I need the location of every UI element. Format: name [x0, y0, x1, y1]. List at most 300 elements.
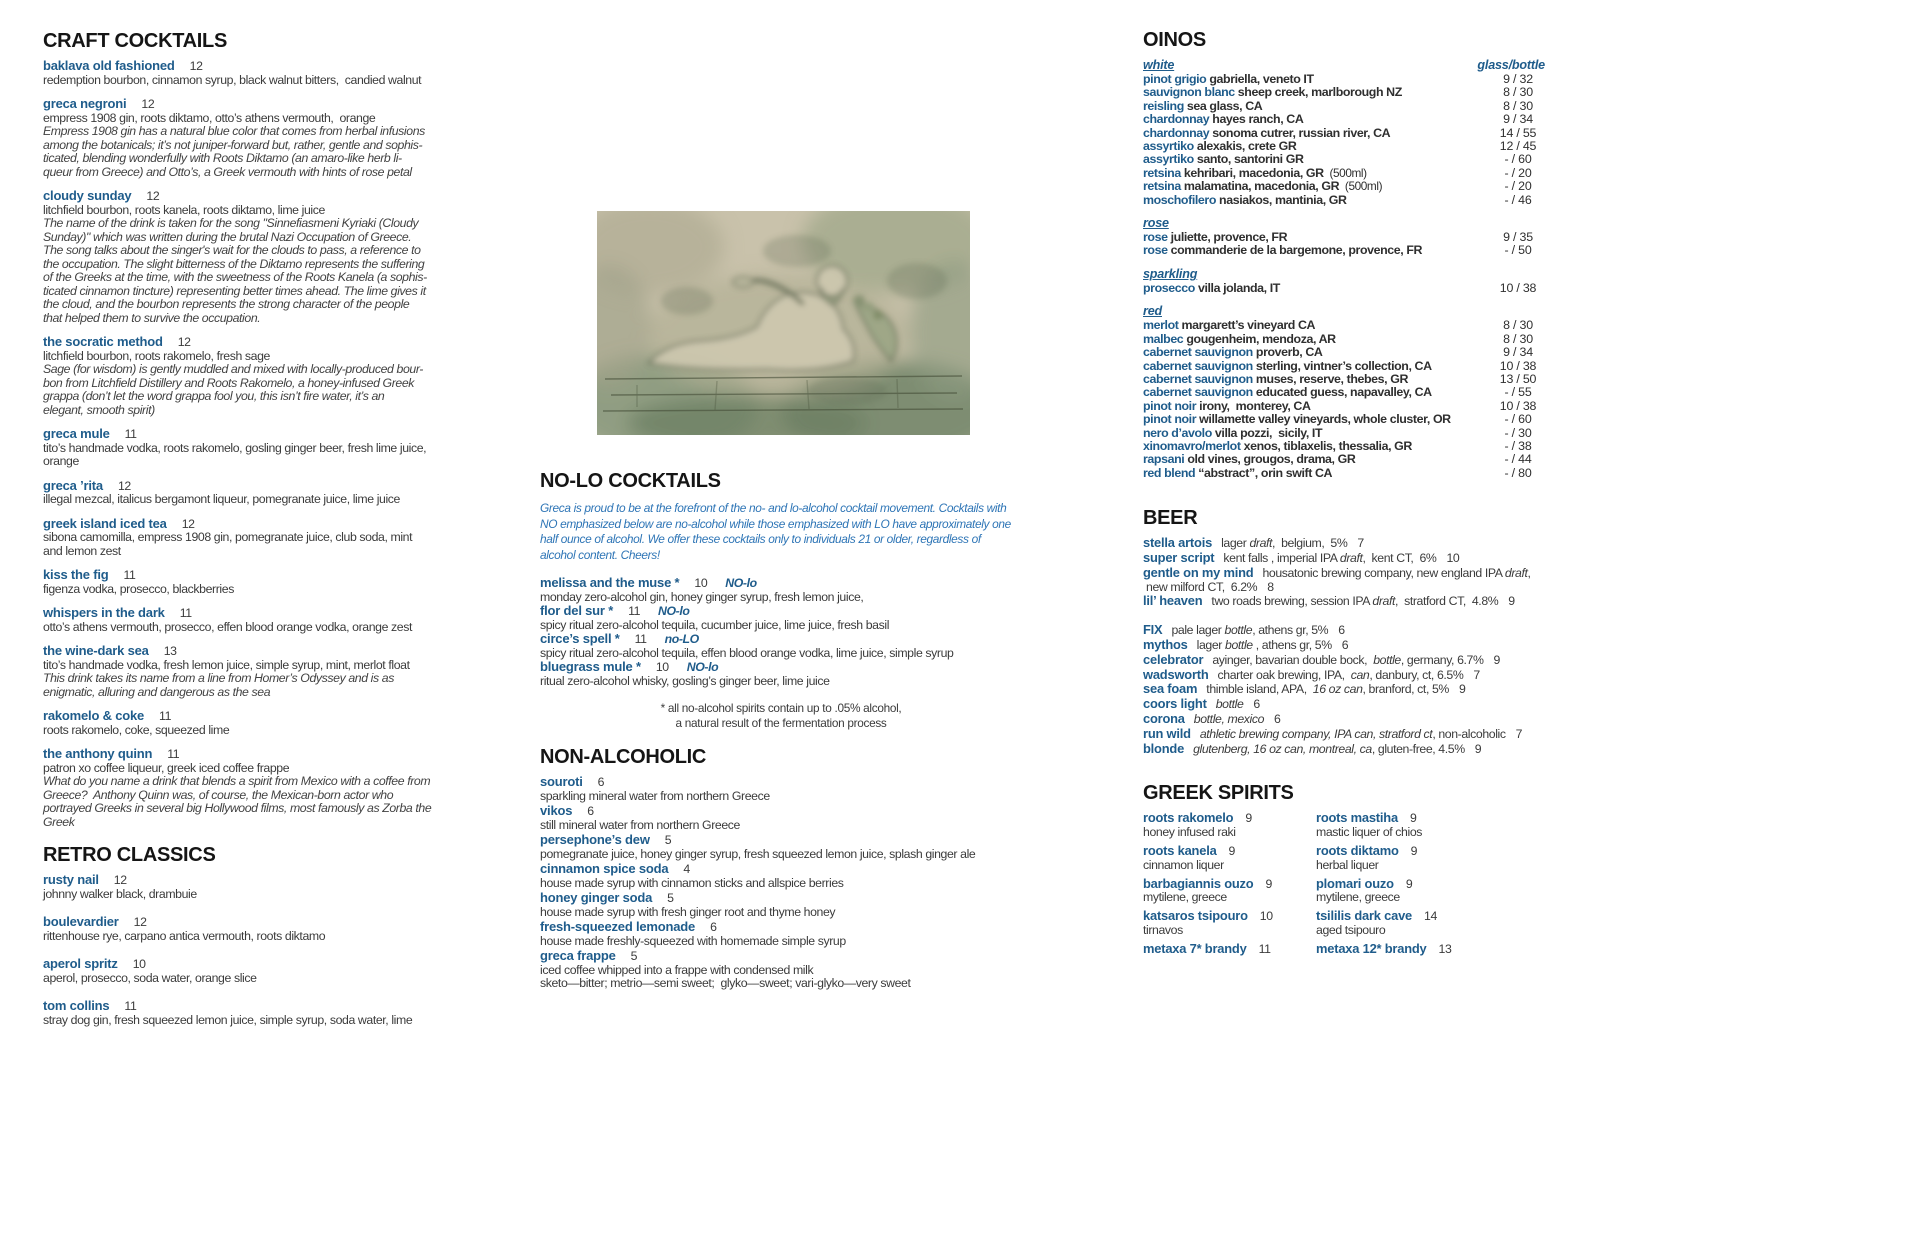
spirit-header — [1143, 844, 1316, 859]
right-column — [1143, 29, 1547, 960]
wine-price: 10 / 38 — [1499, 358, 1537, 373]
item-header — [43, 335, 441, 350]
wine-detail: educated guess, napavalley, CA — [1252, 385, 1432, 400]
wine-varietal: sauvignon blanc — [1143, 85, 1235, 100]
item-price: 10 — [694, 576, 708, 590]
item-header — [540, 949, 1022, 964]
beer-section — [1143, 507, 1547, 756]
item-header — [540, 660, 1022, 675]
strength-tag: NO-lo — [658, 604, 690, 618]
spirit-header — [1143, 811, 1316, 826]
wine-detail: old vines, grougos, drama, GR — [1184, 452, 1356, 467]
craft-cocktails-section — [43, 30, 441, 829]
menu-item — [43, 517, 441, 559]
item-ingredients-line: and lemon zest — [43, 543, 121, 558]
item-note-line: This drink takes its name from a line from Homer’s Odyssey and is as — [43, 671, 394, 685]
spirit-price: 9 — [1228, 843, 1235, 858]
item-name: boulevardier — [43, 914, 119, 929]
beer-description — [1171, 623, 1328, 637]
wine-varietal: assyrtiko — [1143, 139, 1194, 154]
wine-detail: willamette valley vineyards, whole cluster, OR — [1196, 412, 1451, 427]
item-ingredients-line: spicy ritual zero-alcohol tequila, cucumber juice, lime juice, fresh basil — [540, 617, 890, 632]
wine-row — [1143, 440, 1547, 453]
wine-name — [1143, 113, 1303, 126]
item-price: 11 — [179, 606, 192, 620]
beer-price: 8 — [1267, 579, 1274, 594]
menu-item — [43, 335, 441, 417]
wine-row — [1143, 140, 1547, 153]
beer-name: super script — [1143, 549, 1215, 565]
spirit-item — [1143, 844, 1316, 873]
item-price: 11 — [628, 604, 641, 618]
item-header — [43, 568, 441, 583]
beer-price: 6 — [1253, 697, 1260, 712]
beer-desc-segment: lager — [1221, 536, 1250, 551]
wine-detail: malamatina, macedonia, GR — [1180, 179, 1340, 194]
wine-detail: kehribari, macedonia, GR — [1180, 165, 1324, 180]
wine-price: - / 20 — [1504, 165, 1532, 180]
menu-item — [43, 999, 441, 1027]
beer-desc-segment: , branford, ct, 5% — [1362, 682, 1449, 697]
wine-name — [1143, 231, 1287, 244]
beer-desc-segment: draft — [1504, 565, 1528, 580]
item-header — [540, 833, 1022, 848]
item-ingredients-line: ritual zero-alcohol whisky, gosling’s ginger beer, lime juice — [540, 673, 830, 688]
spirit-description: cinnamon liquer — [1143, 857, 1224, 872]
spirit-price: 10 — [1259, 909, 1273, 924]
item-name: honey ginger soda — [540, 890, 653, 905]
spirit-name: roots kanela — [1143, 842, 1217, 858]
item-ingredients-line: tito’s handmade vodka, fresh lemon juice, simple syrup, mint, merlot float — [43, 657, 410, 672]
strength-tag: no-LO — [664, 632, 699, 646]
item-name: persephone’s dew — [540, 832, 650, 847]
beer-item — [1143, 742, 1547, 757]
item-header — [43, 479, 441, 494]
wine-name — [1143, 346, 1322, 359]
spirit-description: herbal liquer — [1316, 857, 1379, 872]
wine-row — [1143, 194, 1547, 207]
beer-price: 7 — [1357, 536, 1364, 551]
item-note-line: The name of the drink is taken for the song "Sinnefiasmeni Kyriaki (Cloudy — [43, 216, 419, 230]
item-note-line: portrayed Greeks in several big Hollywood films, most famously as Zorba the — [43, 801, 432, 815]
wine-row — [1143, 127, 1547, 140]
item-name: cloudy sunday — [43, 188, 132, 203]
beer-desc-segment: thimble island, APA, — [1206, 682, 1313, 697]
wine-price: - / 38 — [1504, 438, 1532, 453]
no-lo-intro-paragraph — [540, 501, 1022, 563]
item-price: 12 — [177, 335, 191, 349]
craft-cocktails-title: CRAFT COCKTAILS — [43, 30, 227, 52]
item-name: bluegrass mule * — [540, 659, 641, 674]
spirit-name: plomari ouzo — [1316, 875, 1394, 891]
wine-detail: irony, monterey, CA — [1196, 398, 1311, 413]
wine-name — [1143, 386, 1432, 399]
item-ingredients-line: iced coffee whipped into a frappe with condensed milk — [540, 962, 814, 977]
item-price: 11 — [124, 999, 137, 1013]
beer-price: 9 — [1508, 594, 1515, 609]
wine-detail: santo, santorini GR — [1193, 152, 1304, 167]
item-header — [43, 644, 441, 659]
wine-varietal: pinot grigio — [1143, 72, 1207, 86]
statue-relief-graphic — [597, 211, 970, 435]
beer-description — [1212, 653, 1483, 667]
item-note-line: Greece? Anthony Quinn was, of course, the Mexican-born actor who — [43, 787, 394, 802]
beer-desc-segment: draft — [1249, 536, 1273, 551]
spirit-description: mastic liquer of chios — [1316, 825, 1423, 840]
wine-varietal: red blend — [1143, 465, 1196, 480]
item-ingredients-line: stray dog gin, fresh squeezed lemon juice, simple syrup, soda water, lime — [43, 1012, 413, 1027]
beer-desc-segment: ayinger, bavarian double bock, — [1212, 652, 1374, 667]
item-header — [43, 747, 441, 762]
beer-desc-segment: , germany, 6.7% — [1400, 652, 1484, 667]
wine-detail: sonoma cutrer, russian river, CA — [1209, 125, 1391, 140]
item-ingredients-line: rittenhouse rye, carpano antica vermouth, roots diktamo — [43, 928, 326, 943]
beer-name: sea foam — [1143, 681, 1198, 697]
wine-varietal: xinomavro/merlot — [1143, 438, 1241, 453]
wine-detail: xenos, tiblaxelis, thessalia, GR — [1240, 438, 1412, 453]
item-price: 11 — [123, 568, 136, 582]
item-header — [540, 604, 1022, 619]
spirit-description: aged tsipouro — [1316, 922, 1386, 937]
beer-price: 10 — [1446, 550, 1460, 565]
beer-price: 9 — [1493, 652, 1500, 667]
item-note-line: among the botanicals; it’s not juniper-forward but, rather, gentle and sophis- — [43, 137, 423, 152]
beer-desc-segment: lager — [1196, 637, 1226, 652]
no-lo-cocktails-section — [540, 470, 1022, 731]
item-ingredients-line: orange — [43, 454, 79, 468]
wine-row — [1143, 333, 1547, 346]
item-note-line: enigmatic, alluring and dangerous as the sea — [43, 684, 271, 699]
menu-item — [540, 891, 1022, 919]
spirit-price: 9 — [1409, 811, 1417, 826]
item-header — [43, 59, 441, 74]
wine-name — [1143, 167, 1367, 180]
menu-item — [540, 833, 1022, 861]
wine-varietal: chardonnay — [1143, 125, 1210, 140]
item-price: 12 — [189, 59, 203, 73]
wine-price: 8 / 30 — [1503, 331, 1533, 346]
greek-spirits-title: GREEK SPIRITS — [1143, 782, 1294, 805]
beer-description — [1206, 682, 1449, 696]
beer-desc-segment: bottle — [1225, 637, 1253, 652]
menu-item — [540, 804, 1022, 832]
beer-name: run wild — [1143, 725, 1191, 741]
item-price: 5 — [667, 891, 674, 905]
wine-row — [1143, 244, 1547, 257]
beer-desc-segment: athletic brewing company, IPA can, stratford ct — [1199, 726, 1433, 741]
spirit-item — [1316, 942, 1547, 957]
item-ingredients-line: litchfield bourbon, roots rakomelo, fresh sage — [43, 348, 270, 363]
wine-detail: villa pozzi, sicily, IT — [1211, 425, 1323, 440]
menu-item — [43, 957, 441, 985]
oinos-title: OINOS — [1143, 29, 1206, 51]
spirit-name: roots mastiha — [1316, 810, 1398, 826]
item-note-line: the cloud, and the bourbon represents the strong character of the people — [43, 297, 410, 311]
no-alcohol-footnote — [540, 701, 1022, 731]
wine-detail: sea glass, CA — [1183, 98, 1263, 113]
menu-item — [540, 604, 1022, 632]
strength-tag: NO-lo — [725, 576, 757, 590]
wine-price: 10 / 38 — [1499, 398, 1537, 413]
beer-description — [1223, 551, 1436, 565]
item-ingredients-line: illegal mezcal, italicus bergamont liqueur, pomegranate juice, lime juice — [43, 492, 400, 506]
beer-desc-segment: 16 oz can — [1312, 682, 1363, 697]
item-price: 11 — [124, 427, 137, 441]
footnote-line: * all no-alcohol spirits contain up to .05% alcohol, — [660, 701, 902, 715]
wine-row — [1143, 400, 1547, 413]
beer-description — [1200, 727, 1506, 741]
wine-price: 12 / 45 — [1499, 139, 1537, 154]
item-name: kiss the fig — [43, 567, 109, 582]
item-ingredients-line: sparkling mineral water from northern Greece — [540, 788, 770, 803]
spirit-item — [1143, 811, 1316, 840]
wine-name — [1143, 180, 1382, 193]
wine-detail: villa jolanda, IT — [1194, 280, 1280, 295]
wine-detail: nasiakos, mantinia, GR — [1216, 192, 1347, 207]
wine-detail: hayes ranch, CA — [1209, 112, 1304, 127]
wine-name — [1143, 86, 1402, 99]
spirit-description: tirnavos — [1143, 922, 1183, 937]
left-column — [43, 30, 441, 1041]
wine-varietal: moschofilero — [1143, 192, 1216, 207]
beer-description — [1193, 742, 1465, 756]
spirit-header — [1143, 942, 1316, 957]
spirit-header — [1316, 811, 1547, 826]
item-note-line: ticated cinnamon tincture) representing better times ahead. The lime gives it — [43, 283, 426, 298]
item-ingredients-line: figenza vodka, prosecco, blackberries — [43, 581, 234, 596]
wine-name — [1143, 282, 1280, 295]
wine-name — [1143, 244, 1422, 257]
wine-name — [1143, 194, 1347, 207]
wine-price: 8 / 30 — [1503, 318, 1533, 333]
beer-description — [1221, 536, 1347, 550]
spirit-price: 14 — [1424, 909, 1437, 924]
item-price: 6 — [710, 920, 717, 934]
item-header — [540, 920, 1022, 935]
wine-varietal: cabernet sauvignon — [1143, 345, 1253, 360]
beer-desc-segment: housatonic brewing company, new england IPA — [1262, 565, 1505, 580]
spirit-name: roots rakomelo — [1143, 810, 1234, 826]
wine-size-note: (500ml) — [1323, 165, 1367, 180]
wine-name — [1143, 427, 1322, 440]
wine-name — [1143, 140, 1296, 153]
statue-relief-image — [597, 211, 970, 435]
wine-detail: juliette, provence, FR — [1167, 230, 1288, 245]
beer-item — [1143, 727, 1547, 742]
wine-varietal: chardonnay — [1143, 112, 1210, 127]
beer-item — [1143, 653, 1547, 668]
beer-desc-segment: charter oak brewing, IPA, — [1217, 667, 1351, 682]
item-header — [540, 862, 1022, 877]
item-ingredients-line: still mineral water from northern Greece — [540, 817, 740, 832]
beer-desc-segment: kent falls , imperial IPA — [1223, 550, 1340, 565]
wine-detail: sheep creek, marlborough NZ — [1234, 85, 1402, 100]
menu-item — [43, 709, 441, 737]
menu-item — [43, 479, 441, 507]
menu-item — [540, 660, 1022, 688]
item-note-line: that helped them to survive the occupation. — [43, 310, 261, 325]
item-price: 5 — [664, 833, 672, 847]
item-ingredients-line: pomegranate juice, honey ginger syrup, fresh squeezed lemon juice, splash ginger ale — [540, 846, 976, 861]
wine-row — [1143, 360, 1547, 373]
non-alcoholic-title: NON-ALCOHOLIC — [540, 746, 707, 768]
beer-name: FIX — [1143, 622, 1163, 638]
item-price: 11 — [159, 709, 172, 723]
wine-detail: margarett’s vineyard CA — [1178, 318, 1316, 333]
item-name: tom collins — [43, 998, 110, 1013]
menu-item — [43, 97, 441, 179]
spirit-item — [1143, 877, 1316, 906]
wine-price: - / 50 — [1504, 243, 1532, 258]
wine-price: 8 / 30 — [1503, 85, 1533, 100]
spirit-header — [1316, 844, 1547, 859]
beer-item — [1143, 623, 1547, 638]
item-ingredients-line: house made syrup with cinnamon sticks and allspice berries — [540, 875, 844, 890]
no-lo-cocktails-title: NO-LO COCKTAILS — [540, 470, 721, 492]
item-ingredients-line: house made syrup with fresh ginger root and thyme honey — [540, 904, 836, 919]
item-ingredients-line: sketo—bitter; metrio—semi sweet; glyko—sweet; vari-glyko—very sweet — [540, 976, 911, 990]
beer-desc-segment: , danbury, ct, 6.5% — [1369, 667, 1464, 682]
wine-row — [1143, 427, 1547, 440]
item-header — [540, 576, 1022, 591]
item-name: vikos — [540, 803, 573, 818]
wine-varietal: retsina — [1143, 165, 1181, 180]
beer-price: 9 — [1458, 682, 1466, 697]
beer-name: corona — [1143, 710, 1185, 726]
menu-item — [540, 862, 1022, 890]
item-name: rusty nail — [43, 872, 99, 887]
beer-desc-segment: can — [1350, 667, 1370, 682]
wine-group-label: red — [1143, 304, 1162, 319]
item-name: the socratic method — [43, 334, 163, 349]
non-alcoholic-list — [540, 775, 1022, 991]
wine-detail: “abstract”, orin swift CA — [1195, 465, 1333, 480]
wine-row — [1143, 413, 1547, 426]
wine-row — [1143, 153, 1547, 166]
wine-price: 8 / 30 — [1503, 98, 1533, 113]
item-price: 10 — [132, 957, 146, 971]
wine-row — [1143, 180, 1547, 193]
spirit-item — [1316, 877, 1547, 906]
wine-price: 13 / 50 — [1499, 371, 1537, 386]
wine-varietal: cabernet sauvignon — [1143, 371, 1253, 386]
wine-price: - / 30 — [1504, 425, 1532, 440]
beer-desc-segment: bottle — [1373, 652, 1401, 667]
wine-varietal: merlot — [1143, 318, 1179, 333]
beer-desc-segment: , athens gr, 5% — [1252, 623, 1329, 638]
item-price: 11 — [634, 632, 647, 646]
wine-row — [1143, 373, 1547, 386]
spirit-header — [1316, 877, 1547, 892]
wine-row — [1143, 113, 1547, 126]
wine-varietal: assyrtiko — [1143, 152, 1194, 167]
spirit-name: katsaros tsipouro — [1143, 908, 1248, 924]
wine-detail: alexakis, crete GR — [1193, 139, 1297, 154]
item-ingredients-line: spicy ritual zero-alcohol tequila, effen blood orange vodka, lime juice, simple syrup — [540, 645, 954, 660]
wine-varietal: cabernet sauvignon — [1143, 358, 1253, 373]
item-price: 12 — [146, 189, 160, 203]
wine-row — [1143, 86, 1547, 99]
item-name: cinnamon spice soda — [540, 861, 669, 876]
item-name: greca frappe — [540, 948, 616, 963]
menu-item — [43, 606, 441, 634]
menu-item — [43, 189, 441, 325]
spirit-header — [1143, 909, 1316, 924]
item-name: souroti — [540, 774, 583, 789]
menu-item — [43, 915, 441, 943]
wine-varietal: pinot noir — [1143, 412, 1197, 427]
wine-price: - / 60 — [1504, 412, 1532, 427]
beer-desc-segment: , kent CT, 6% — [1362, 550, 1437, 565]
wine-varietal: pinot noir — [1143, 398, 1197, 413]
spirit-name: tsililis dark cave — [1316, 908, 1413, 924]
item-note-line: of the Greeks at the time, with the sweetness of the Roots Kanela (a sophis- — [43, 270, 427, 284]
item-name: greca mule — [43, 426, 110, 441]
item-header — [43, 517, 441, 532]
spirit-name: roots diktamo — [1316, 842, 1399, 858]
beer-desc-segment: , gluten-free, 4.5% — [1371, 741, 1465, 756]
beer-desc-segment: two roads brewing, session IPA — [1211, 594, 1373, 609]
beer-item — [1143, 566, 1547, 595]
craft-cocktails-list — [43, 59, 441, 829]
non-alcoholic-section — [540, 746, 1022, 991]
spirit-price: 11 — [1258, 941, 1271, 956]
item-name: fresh-squeezed lemonade — [540, 919, 696, 934]
beer-desc-segment: draft — [1339, 550, 1363, 565]
beer-desc-segment: bottle — [1215, 697, 1244, 712]
wine-row — [1143, 386, 1547, 399]
beer-description — [1218, 668, 1464, 682]
wine-list — [1143, 73, 1547, 480]
item-note-line: The song talks about the singer's wait for the clouds to pass, a reference to — [43, 243, 421, 257]
greek-spirits-section — [1143, 782, 1547, 960]
wine-varietal: prosecco — [1143, 280, 1195, 295]
wine-row — [1143, 282, 1547, 295]
intro-line: NO emphasized below are no-alcohol while those emphasized with LO have approximately one — [540, 516, 1011, 531]
wine-name — [1143, 440, 1412, 453]
item-name: melissa and the muse * — [540, 575, 680, 590]
beer-description — [1194, 712, 1264, 726]
item-header — [43, 957, 441, 972]
wine-price: - / 46 — [1504, 192, 1532, 207]
beer-price: 9 — [1474, 741, 1482, 756]
beer-desc-segment: pale lager — [1171, 623, 1225, 638]
beer-name: stella artois — [1143, 535, 1213, 551]
item-ingredients-line: redemption bourbon, cinnamon syrup, black walnut bitters, candied walnut — [43, 72, 422, 87]
item-name: the wine-dark sea — [43, 643, 149, 658]
item-note-line: bon from Litchfield Distillery and Roots Rakomelo, a honey-infused Greek — [43, 375, 415, 390]
wine-price: 9 / 32 — [1503, 72, 1533, 86]
item-price: 6 — [597, 775, 605, 789]
item-header — [540, 891, 1022, 906]
wine-name — [1143, 333, 1336, 346]
wine-group-label-white: white — [1143, 58, 1175, 72]
item-header — [43, 873, 441, 888]
spirit-item — [1316, 811, 1547, 840]
beer-item — [1143, 536, 1547, 551]
item-name: whispers in the dark — [43, 605, 165, 620]
menu-item — [43, 747, 441, 829]
intro-line: Greca is proud to be at the forefront of the no- and lo-alcohol cocktail movement. Cocktails with — [540, 501, 1007, 515]
item-header — [43, 999, 441, 1014]
spirit-item — [1316, 909, 1547, 938]
wine-price: - / 80 — [1504, 465, 1532, 480]
wine-price: 9 / 35 — [1503, 230, 1533, 245]
strength-tag: NO-lo — [686, 660, 719, 674]
wine-price: 9 / 34 — [1503, 112, 1533, 127]
beer-price: 6 — [1274, 711, 1281, 726]
wine-name — [1143, 467, 1332, 480]
